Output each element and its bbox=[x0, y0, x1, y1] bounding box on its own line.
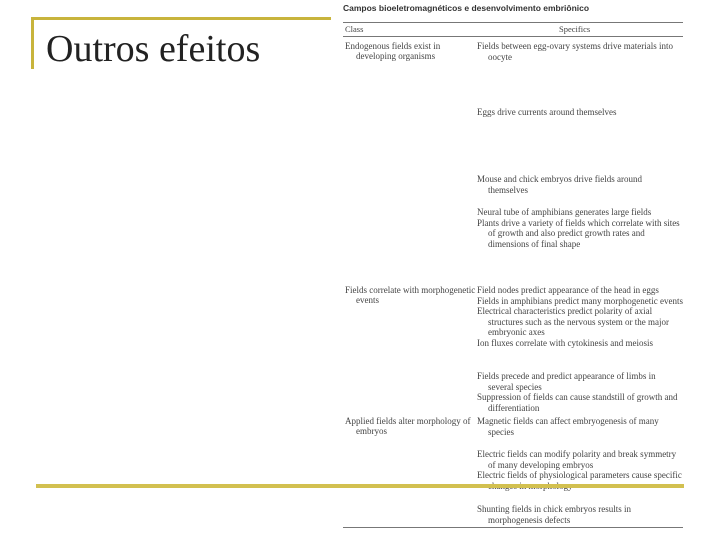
table-caption: Campos bioeletromagnéticos e desenvolvimento embriônico bbox=[343, 3, 590, 13]
specific-item: Suppression of fields can cause standstill of growth and differentiation bbox=[477, 392, 678, 413]
table-rule-top bbox=[343, 22, 683, 23]
specifics-cell bbox=[477, 107, 683, 118]
specific-item: Fields in amphibians predict many morphogenetic events bbox=[477, 295, 683, 306]
column-header-specifics: Specifics bbox=[559, 24, 591, 34]
specific-item: Electrical characteristics predict polarity of axial structures such as the nervous system or the major embryonic axes bbox=[477, 306, 669, 338]
specific-item: Field nodes predict appearance of the head in eggs bbox=[477, 285, 659, 295]
class-label: Applied fields alter morphology of embryos bbox=[345, 416, 471, 436]
specific-item: Plants drive a variety of fields which correlate with sites of growth and also predict growth rates and dimensions of final shape bbox=[477, 217, 680, 249]
class-label: Fields correlate with morphogenetic events bbox=[345, 285, 476, 305]
specifics-cell bbox=[477, 41, 683, 62]
specifics-cell bbox=[477, 174, 683, 195]
accent-line-bottom bbox=[36, 484, 684, 488]
class-cell bbox=[345, 41, 480, 61]
specific-item: Electric fields can modify polarity and break symmetry of many developing embryos bbox=[477, 449, 677, 470]
class-cell bbox=[345, 285, 480, 305]
specific-item: Neural tube of amphibians generates large fields bbox=[477, 207, 652, 217]
table-rule-bottom bbox=[343, 527, 683, 528]
table-rule-header bbox=[343, 36, 683, 37]
specifics-cell bbox=[477, 285, 683, 349]
specific-item: Magnetic fields can affect embryogenesis of many species bbox=[477, 416, 659, 437]
specific-item: Fields between egg-ovary systems drive materials into oocyte bbox=[477, 41, 673, 62]
specifics-cell bbox=[477, 504, 683, 525]
specifics-cell bbox=[477, 207, 683, 249]
specific-item: Electric fields of physiological parameters cause specific bbox=[477, 470, 682, 481]
scanned-table bbox=[331, 0, 683, 540]
specific-item: Fields precede and predict appearance of limbs in several species bbox=[477, 371, 656, 392]
accent-line-top bbox=[31, 17, 331, 20]
class-cell bbox=[345, 416, 480, 436]
specifics-cell bbox=[477, 416, 683, 437]
accent-line-vertical bbox=[31, 17, 34, 69]
specifics-cell bbox=[477, 371, 683, 413]
class-label: Endogenous fields exist in developing organisms bbox=[345, 41, 441, 61]
column-header-class: Class bbox=[345, 24, 364, 34]
specific-item: Mouse and chick embryos drive fields around themselves bbox=[477, 174, 642, 195]
slide-title: Outros efeitos bbox=[46, 28, 261, 70]
specific-item: Ion fluxes correlate with cytokinesis and meiosis bbox=[477, 337, 653, 348]
specific-item: Eggs drive currents around themselves bbox=[477, 107, 617, 117]
specific-item: Shunting fields in chick embryos results in morphogenesis defects bbox=[477, 504, 631, 525]
